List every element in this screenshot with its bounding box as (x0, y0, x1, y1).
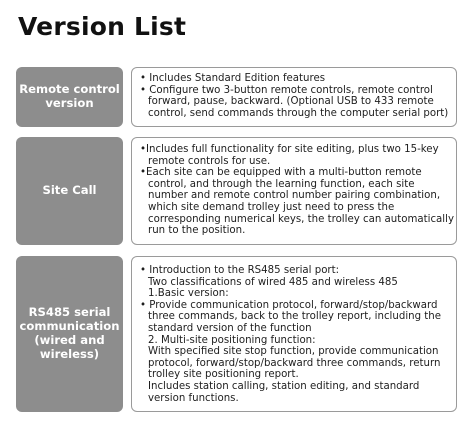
description-line: •Each site can be equipped with a multi-button remote (140, 167, 422, 179)
description-line: Two classifications of wired 485 and wireless 485 (148, 276, 398, 288)
version-label-line: Remote control (19, 82, 120, 97)
description-line: three commands, back to the trolley report, including the (148, 311, 442, 323)
description-line: • Introduction to the RS485 serial port: (140, 265, 340, 276)
description-line: trolley site positioning report. (148, 369, 299, 381)
version-description (131, 256, 457, 412)
version-row-rs485 (16, 256, 457, 412)
description-line: version functions. (148, 392, 239, 404)
description-line: which site demand trolley just need to press the (148, 201, 395, 213)
description-line: 1.Basic version: (148, 288, 229, 300)
version-description (131, 137, 457, 245)
description-line: standard version of the function (148, 322, 312, 334)
version-label-line: (wired and (34, 333, 105, 347)
description-line: remote controls for use. (148, 155, 271, 167)
version-row-site-call (16, 137, 457, 245)
description-line: Includes station calling, station editing, and standard (148, 380, 420, 392)
version-label-line: Site Call (42, 183, 97, 198)
version-description (131, 67, 457, 127)
description-line: •Includes full functionality for site editing, plus two 15-key (140, 144, 439, 155)
version-label-line: RS485 serial (28, 305, 111, 320)
page-title: Version List (18, 12, 187, 41)
description-line: • Provide communication protocol, forward/stop/backward (140, 299, 438, 311)
description-line: With specified site stop function, provide communication (148, 346, 439, 358)
version-label (16, 67, 123, 127)
description-line: number and remote control number pairing combination, (148, 190, 441, 202)
version-label-line: communication (19, 319, 120, 334)
version-label-line: wireless) (39, 346, 100, 361)
description-line: corresponding numerical keys, the trolley can automatically (148, 213, 454, 225)
description-line: run to the position. (148, 225, 246, 237)
description-line: • Includes Standard Edition features (140, 73, 326, 84)
description-line: control, send commands through the computer serial port) (148, 107, 449, 119)
version-label-line: version (45, 96, 94, 110)
version-label (16, 137, 123, 245)
description-line: control, and through the learning function, each site (148, 178, 415, 190)
version-label (16, 256, 123, 412)
description-line: 2. Multi-site positioning function: (148, 334, 316, 346)
description-line: forward, pause, backward. (Optional USB to 433 remote (148, 96, 434, 108)
description-line: • Configure two 3-button remote controls, remote control (140, 84, 433, 96)
description-line: protocol, forward/stop/backward three commands, return (148, 357, 441, 369)
version-row-remote-control (16, 67, 457, 127)
